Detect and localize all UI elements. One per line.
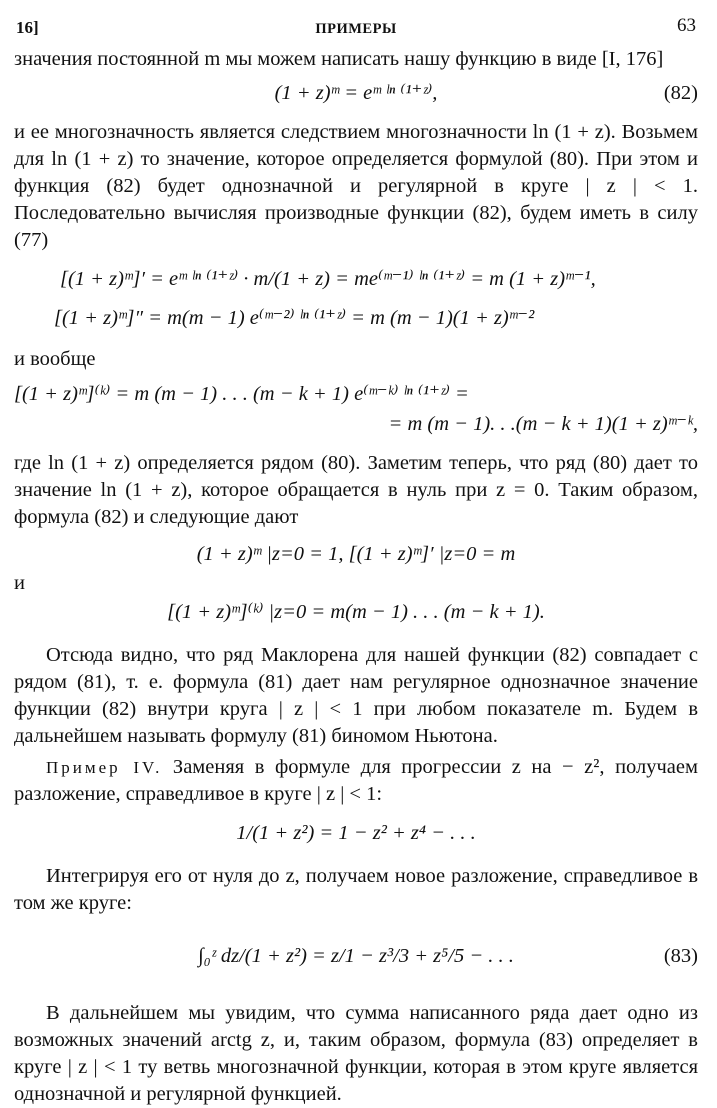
- geometric-series-equation: 1/(1 + z²) = 1 − z² + z⁴ − . . .: [236, 822, 476, 844]
- section-number: 16]: [16, 18, 39, 37]
- equation-83-formula: ∫₀ᶻ dz/(1 + z²) = z/1 − z³/3 + z⁵/5 − . . .: [198, 945, 514, 967]
- value-k-at-zero: [(1 + z)ᵐ]⁽ᵏ⁾ |z=0 = m(m − 1) . . . (m − k + 1).: [167, 601, 545, 623]
- paragraph-1: значения постоянной m мы можем написать нашу функцию в виде [I, 176]: [14, 48, 664, 70]
- example-label: Пример IV.: [46, 758, 163, 777]
- equation-83: [14, 943, 698, 970]
- paragraph-3: и вообще: [14, 348, 96, 370]
- paragraph-4: где ln (1 + z) определяется рядом (80). Заметим теперь, что ряд (80) дает то значение ln (1 + z), которое обращается в нуль при z = 0. Таким образом, формула (82) и следующие дают: [14, 452, 698, 528]
- equation-83-number: (83): [663, 945, 698, 967]
- equation-82: [14, 80, 698, 107]
- paragraph-6: Отсюда видно, что ряд Маклорена для нашей функции (82) совпадает с рядом (81), т. е. формула (81) дает нам регулярное однозначное значение функции (82) внутри круга | z | < 1 при любом показателе m. Будем в дальнейшем называть формулу (81) биномом Ньютона.: [14, 644, 698, 747]
- paragraph-9: В дальнейшем мы увидим, что сумма написанного ряда дает одно из возможных значений arctg z, и, таким образом, формула (83) определяет в круге | z | < 1 ту ветвь многозначной функции, которая в этом круге является однозначной и регулярной функцией.: [14, 1002, 698, 1105]
- paragraph-7-text: Заменяя в формуле для прогрессии z на − z², получаем разложение, справедливое в круге | z | < 1:: [14, 756, 698, 805]
- paragraph-8: Интегрируя его от нуля до z, получаем новое разложение, справедливое в том же круге:: [14, 865, 698, 914]
- page: [14, 8, 698, 1108]
- paragraph-2: и ее многозначность является следствием многозначности ln (1 + z). Возьмем для ln (1 + z) то значение, которое определяется формулой (80). При этом и функция (82) будет однозначной и регулярной в круге | z | < 1. Последовательно вычисляя производные функции (82), будем иметь в силу (77): [14, 121, 698, 251]
- page-number: 63: [677, 15, 696, 36]
- equation-82-number: (82): [663, 82, 698, 104]
- values-at-zero: (1 + z)ᵐ |z=0 = 1, [(1 + z)ᵐ]′ |z=0 = m: [196, 543, 516, 565]
- derivative-1: [(1 + z)ᵐ]′ = eᵐ ˡⁿ ⁽¹⁺ᶻ⁾ · m/(1 + z) = me⁽ᵐ⁻¹⁾ ˡⁿ ⁽¹⁺ᶻ⁾ = m (1 + z)ᵐ⁻¹,: [60, 268, 596, 290]
- equation-82-formula: (1 + z)ᵐ = eᵐ ˡⁿ ⁽¹⁺ᶻ⁾,: [274, 82, 438, 104]
- paragraph-5: и: [14, 572, 25, 594]
- derivative-k-line-2: = m (m − 1). . .(m − k + 1)(1 + z)ᵐ⁻ᵏ,: [388, 413, 698, 435]
- running-header: [14, 8, 698, 38]
- running-title: ПРИМЕРЫ: [315, 21, 397, 37]
- derivative-2: [(1 + z)ᵐ]″ = m(m − 1) e⁽ᵐ⁻²⁾ ˡⁿ ⁽¹⁺ᶻ⁾ = m (m − 1)(1 + z)ᵐ⁻²: [54, 307, 535, 329]
- paragraph-7: [14, 754, 698, 808]
- derivative-k-line-1: [(1 + z)ᵐ]⁽ᵏ⁾ = m (m − 1) . . . (m − k + 1) e⁽ᵐ⁻ᵏ⁾ ˡⁿ ⁽¹⁺ᶻ⁾ =: [14, 383, 469, 405]
